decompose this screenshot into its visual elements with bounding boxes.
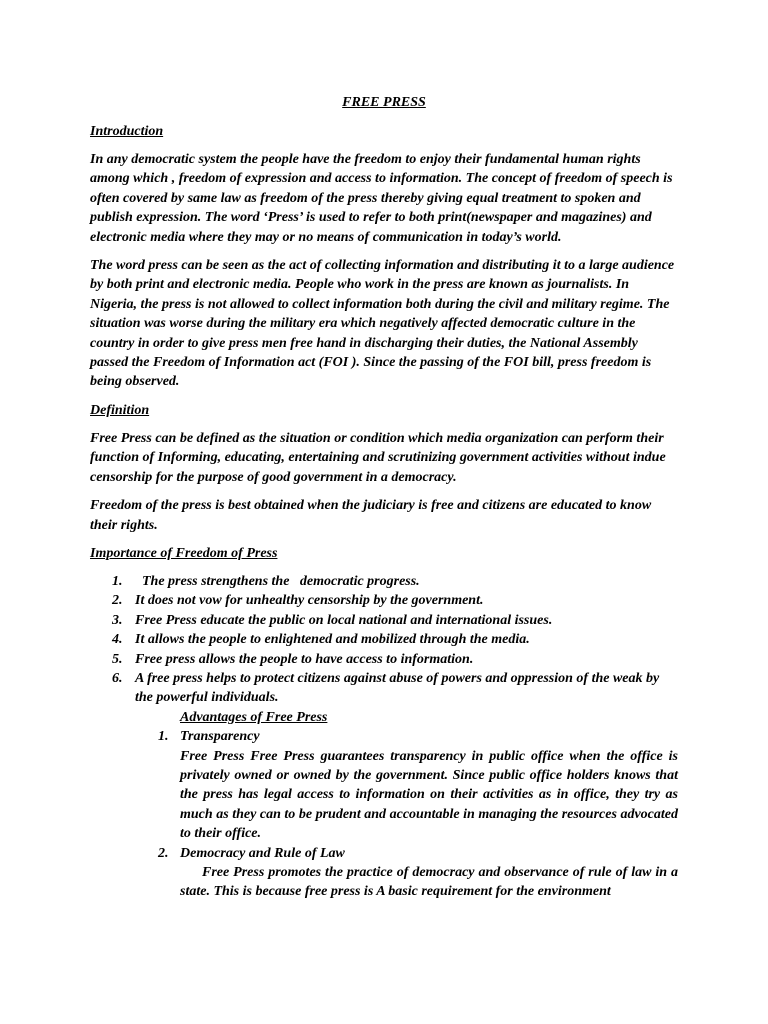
list-item-text: A free press helps to protect citizens against abuse of powers and oppression of the weak by the powerful individuals. <box>135 670 660 706</box>
list-number: 5. <box>112 651 123 667</box>
advantage-body: Free Press promotes the practice of democracy and observance of rule of law in a state. This is because free press is A basic requirement for the environment <box>180 865 678 900</box>
advantage-body: Free Press Free Press guarantees transparency in public office when the office is privately owned or owned by the government. Since public office holders knows that the press has legal access to information on their activities as in office, they try as much as they can to be prudent and accountable in managing the resources advocated to their office. <box>180 748 678 842</box>
introduction-paragraph-1: In any democratic system the people have the freedom to enjoy their fundamental human rights among which , freedom of expression and access to information. The concept of freedom of speech is often covered by same law as freedom of the press thereby giving equal treatment to spoken and publish expression. The word ‘Press’ is used to refer to both print(newspaper and magazines) and electronic media where they may or no means of communication in today’s world. <box>90 152 673 245</box>
list-number: 3. <box>112 612 123 628</box>
advantages-heading: Advantages of Free Press <box>180 709 328 725</box>
list-item-text: The press strengthens the democratic progress. <box>135 573 420 589</box>
importance-list <box>90 572 678 708</box>
list-item-text: Free Press educate the public on local national and international issues. <box>135 612 553 628</box>
list-item-text: Free press allows the people to have access to information. <box>135 651 474 667</box>
advantage-item-title <box>90 844 678 863</box>
introduction-heading: Introduction <box>90 124 164 139</box>
list-number: 6. <box>112 670 123 686</box>
list-item <box>90 572 678 591</box>
advantage-title: Transparency <box>180 729 260 745</box>
list-number: 4. <box>112 632 123 648</box>
definition-paragraph-2: Freedom of the press is best obtained when the judiciary is free and citizens are educated to know their rights. <box>90 498 652 533</box>
list-item-text: It allows the people to enlightened and mobilized through the media. <box>135 632 530 648</box>
introduction-paragraph-2: The word press can be seen as the act of collecting information and distributing it to a large audience by both print and electronic media. People who work in the press are known as journalists. In Nigeria, the press is not allowed to collect information both during the civil and military regime. The situation was worse during the military era which negatively affected democratic culture in the country in order to give press men free hand in discharging their duties, the National Assembly passed the Freedom of Information act (FOI ). Since the passing of the FOI bill, press freedom is being observed. <box>90 258 675 390</box>
list-number: 2. <box>158 845 169 861</box>
document-page <box>90 93 678 902</box>
importance-heading: Importance of Freedom of Press <box>90 545 278 561</box>
list-item <box>90 669 678 708</box>
list-item-text: It does not vow for unhealthy censorship by the government. <box>135 593 484 609</box>
list-number: 2. <box>112 593 123 609</box>
list-item <box>90 611 678 630</box>
page-title: FREE PRESS <box>342 95 426 110</box>
list-item <box>90 650 678 669</box>
list-item <box>90 630 678 649</box>
advantage-title: Democracy and Rule of Law <box>180 845 345 861</box>
advantage-item-title <box>90 727 678 746</box>
list-item <box>90 591 678 610</box>
definition-heading: Definition <box>90 402 150 418</box>
definition-paragraph-1: Free Press can be defined as the situation or condition which media organization can perform their function of Informing, educating, entertaining and scrutinizing government activities without indue censorship for the purpose of good government in a democracy. <box>90 430 666 485</box>
list-number: 1. <box>158 729 169 745</box>
list-number: 1. <box>112 573 123 589</box>
